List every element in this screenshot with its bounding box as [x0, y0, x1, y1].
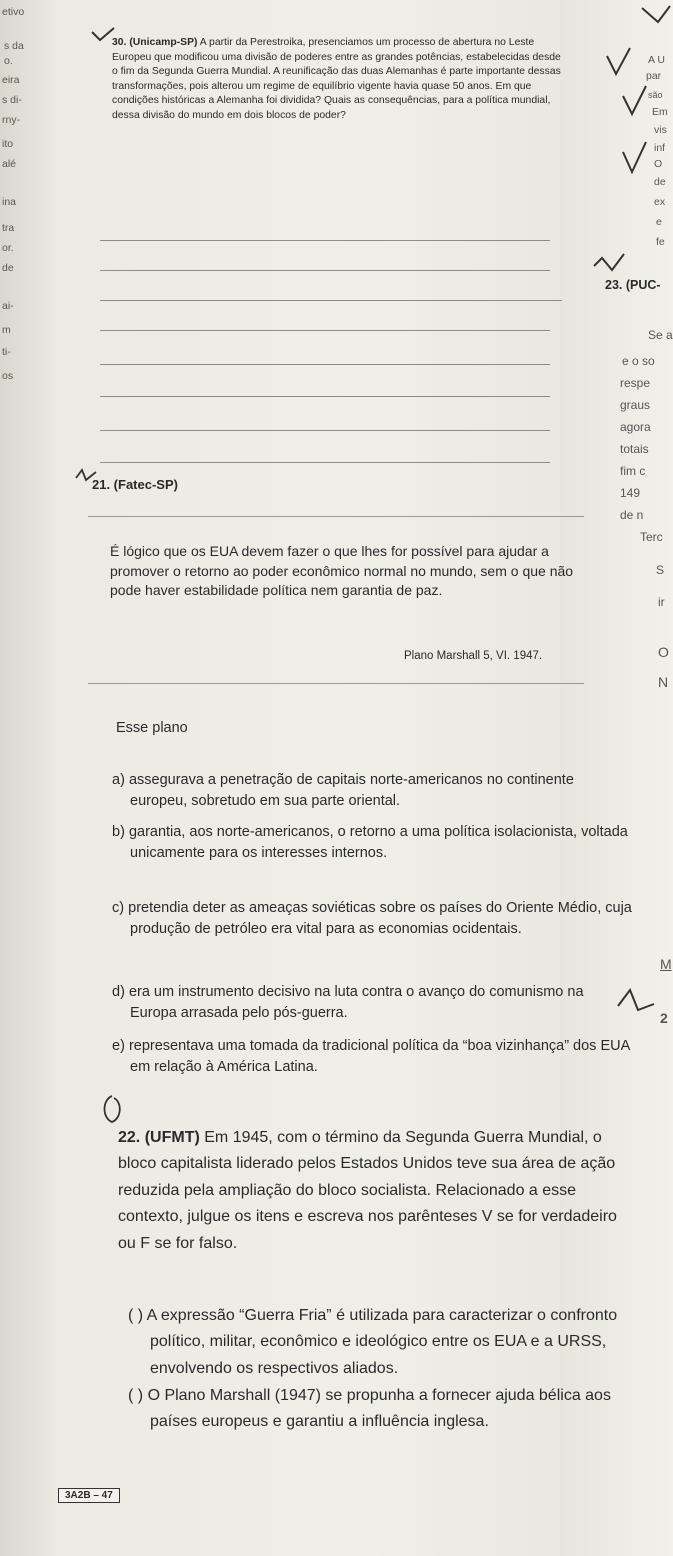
right-fragment: A U [648, 54, 665, 66]
right-fragment: totais [620, 442, 649, 456]
left-fragment: tra [2, 222, 15, 234]
right-fragment: par [646, 70, 662, 82]
check-mark-icon [620, 84, 648, 118]
q21-quote-source: Plano Marshall 5, VI. 1947. [404, 650, 543, 662]
q21-option-a[interactable] [112, 770, 632, 812]
left-fragment: os [2, 370, 14, 382]
right-fragment: Terc [640, 530, 663, 544]
right-fragment: O [654, 158, 663, 170]
q22-source: (UFMT) [144, 1129, 200, 1146]
q22-number: 22. [118, 1129, 141, 1146]
answer-line[interactable] [100, 462, 550, 463]
check-mark-icon [640, 4, 672, 24]
left-fragment: ito [2, 138, 14, 150]
answer-line[interactable] [100, 364, 550, 365]
item-text: A expressão “Guerra Fria” é utilizada para caracterizar o confronto político, militar, econômico e ideológico entre os EUA e a URSS, envolvendo os respectivos aliados. [146, 1307, 618, 1377]
answer-parentheses[interactable]: ( ) [128, 1307, 144, 1324]
right-fragment: N [658, 674, 669, 690]
option-letter: d) [112, 984, 125, 1000]
right-fragment: Em [652, 106, 668, 118]
right-fragment: fe [656, 236, 665, 248]
option-letter: c) [112, 900, 125, 916]
q30-text: A partir da Perestroika, presenciamos um processo de abertura no Leste Europeu que modificou uma divisão de poderes entre as grandes potências, estabelecidas desde o fim da Segunda Guerra Mundial. A reunificação das duas Alemanhas é parte importante dessas transformações, pois alterou um regime de equilíbrio vigente havia quase 50 anos. Em que condições históricas a Alemanha foi dividida? Quais as consequências, para a política mundial, dessa divisão do mundo em dois blocos de poder? [112, 37, 561, 121]
option-letter: b) [112, 824, 125, 840]
answer-line[interactable] [100, 330, 550, 331]
q21-option-b[interactable] [112, 822, 632, 864]
right-fragment: respe [620, 376, 651, 390]
answer-line[interactable] [100, 430, 550, 431]
right-fragment: de [654, 176, 666, 188]
option-letter: a) [112, 772, 125, 788]
right-fragment: 149 [620, 486, 641, 500]
check-mark-icon [98, 1094, 126, 1124]
right-fragment: 2 [660, 1010, 668, 1026]
left-fragment: s da [4, 40, 24, 52]
right-fragment: S [656, 563, 665, 577]
check-mark-icon [592, 252, 626, 274]
right-fragment: M [660, 956, 672, 972]
left-fragment: ina [2, 196, 17, 208]
question-22 [118, 1125, 638, 1257]
right-fragment: O [658, 644, 669, 660]
right-fragment: são [648, 90, 663, 100]
answer-line[interactable] [100, 240, 550, 241]
option-text: era um instrumento decisivo na luta contra o avanço do comunismo na Europa arrasada pelo pós-guerra. [128, 984, 584, 1021]
left-fragment: m [2, 324, 11, 336]
option-text: representava uma tomada da tradicional política da “boa vizinhança” dos EUA em relação à América Latina. [128, 1038, 630, 1075]
right-fragment: ir [658, 595, 665, 609]
option-text: garantia, aos norte-americanos, o retorno a uma política isolacionista, voltada unicamente para os interesses internos. [128, 824, 628, 861]
left-fragment: eira [2, 74, 20, 86]
q22-item-1 [128, 1303, 638, 1382]
q22-text: Em 1945, com o término da Segunda Guerra Mundial, o bloco capitalista liderado pelos Estados Unidos teve sua área de ação reduzida pela ampliação do bloco socialista. Relacionado a esse contexto, julgue os itens e escreva nos parênteses V se for verdadeiro ou F se for falso. [118, 1129, 617, 1252]
right-fragment: ex [654, 196, 666, 208]
left-fragment: rny- [2, 114, 21, 126]
q21-quote: É lógico que os EUA devem fazer o que lhes for possível para ajudar a promover o retorno ao poder econômico normal no mundo, sem o que não pode haver estabilidade política nem garantia de paz. [110, 543, 574, 598]
left-fragment: or. [2, 242, 14, 254]
q30-source: (Unicamp-SP) [129, 37, 198, 48]
right-fragment: fim c [620, 464, 646, 478]
left-fragment: alé [2, 158, 17, 170]
q21-stem: Esse plano [116, 720, 188, 736]
option-letter: e) [112, 1038, 125, 1054]
right-fragment: Se a [648, 328, 673, 342]
question-30 [112, 36, 567, 124]
q21-option-d[interactable] [112, 982, 632, 1024]
q30-number: 30. [112, 37, 127, 48]
right-fragment: agora [620, 420, 651, 434]
answer-line[interactable] [100, 300, 562, 301]
right-fragment: vis [654, 124, 667, 136]
check-mark-icon [604, 46, 632, 78]
q21-option-e[interactable] [112, 1036, 632, 1078]
left-fragment: ti- [2, 346, 11, 358]
answer-line[interactable] [100, 270, 550, 271]
right-fragment: inf [654, 142, 666, 154]
left-fragment: etivo [2, 6, 25, 18]
left-fragment: de [2, 262, 14, 274]
left-fragment: ai- [2, 300, 14, 312]
q21-title: 21. (Fatec-SP) [92, 477, 178, 492]
q22-item-2 [128, 1383, 638, 1436]
right-fragment: graus [620, 398, 651, 412]
check-mark-icon [620, 140, 648, 176]
option-text: pretendia deter as ameaças soviéticas sobre os países do Oriente Médio, cuja produção de petróleo era vital para as economias ocidentais. [128, 900, 632, 937]
right-fragment: de n [620, 508, 644, 522]
right-fragment: e [656, 216, 662, 228]
right-fragment: e o so [622, 354, 655, 368]
item-text: O Plano Marshall (1947) se propunha a fornecer ajuda bélica aos países europeus e garantiu a influência inglesa. [147, 1387, 611, 1431]
left-fragment: s di- [2, 94, 22, 106]
left-fragment: o. [4, 55, 13, 67]
answer-line[interactable] [100, 396, 550, 397]
answer-parentheses[interactable]: ( ) [128, 1387, 144, 1404]
page-code: 3A2B – 47 [58, 1488, 120, 1503]
q21-option-c[interactable] [112, 898, 632, 940]
q23-label: 23. (PUC- [605, 278, 661, 292]
option-text: assegurava a penetração de capitais norte-americanos no continente europeu, sobretudo em sua parte oriental. [128, 772, 574, 809]
